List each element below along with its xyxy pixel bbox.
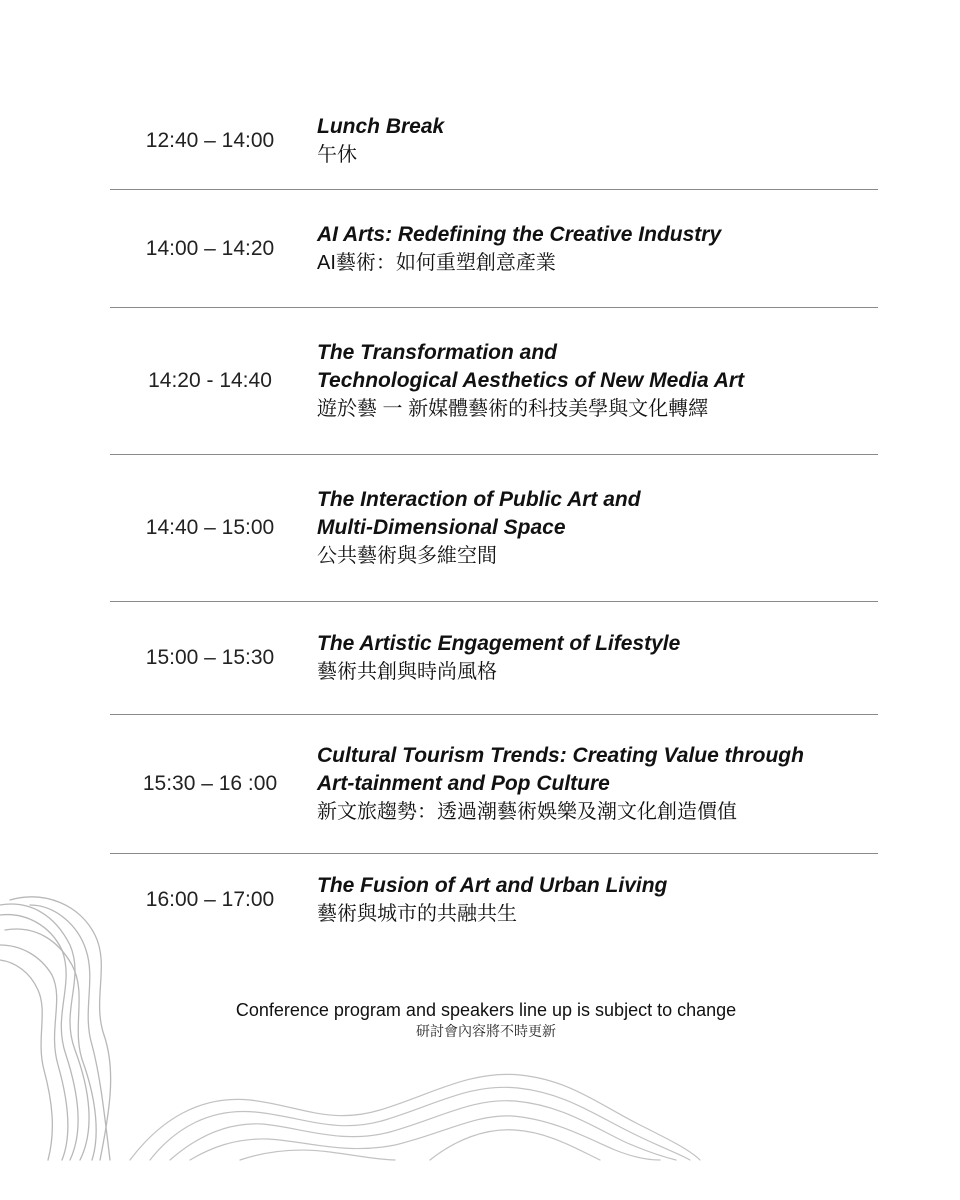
footer-note (0, 998, 960, 1040)
footer-note-zh: 研討會內容將不時更新 (416, 1023, 556, 1039)
session-info (310, 742, 804, 826)
session-title-zh: 遊於藝 一 新媒體藝術的科技美學與文化轉繹 (317, 398, 709, 420)
session-title-en-line-2: Technological Aesthetics of New Media Art (317, 369, 745, 392)
schedule-row (110, 854, 878, 946)
session-title-zh: 藝術與城市的共融共生 (317, 903, 517, 925)
schedule-row (110, 308, 878, 455)
session-title-en: The Artistic Engagement of Lifestyle (317, 632, 681, 655)
session-time: 14:40 – 15:00 (145, 516, 275, 539)
schedule-table (110, 92, 878, 946)
session-title-en-line-2: Art-tainment and Pop Culture (317, 772, 610, 795)
schedule-row (110, 715, 878, 854)
session-title-en: The Fusion of Art and Urban Living (317, 874, 668, 897)
schedule-row (110, 455, 878, 602)
session-time: 12:40 – 14:00 (145, 128, 275, 152)
session-title-en-line-1: The Transformation and (317, 341, 557, 364)
session-title-en-line-2: Multi-Dimensional Space (317, 516, 566, 539)
session-time: 16:00 – 17:00 (145, 888, 275, 911)
session-title-en: AI Arts: Redefining the Creative Industry (317, 222, 722, 246)
session-title-zh: 公共藝術與多維空間 (317, 545, 497, 567)
session-time: 14:20 - 14:40 (148, 369, 272, 392)
session-info (310, 221, 721, 277)
session-info (310, 113, 444, 169)
schedule-row (110, 92, 878, 190)
schedule-row (110, 190, 878, 308)
session-info (310, 339, 744, 423)
session-time: 15:00 – 15:30 (145, 646, 275, 669)
session-time: 14:00 – 14:20 (145, 236, 275, 260)
schedule-row (110, 602, 878, 715)
session-title-en-line-1: Cultural Tourism Trends: Creating Value through (317, 744, 804, 767)
session-time: 15:30 – 16 :00 (142, 772, 278, 795)
session-info (310, 872, 667, 928)
session-title-zh: AI藝術：如何重塑創意產業 (317, 251, 556, 274)
session-title-en: Lunch Break (317, 114, 445, 138)
session-info (310, 630, 680, 686)
session-title-en-line-1: The Interaction of Public Art and (317, 488, 641, 511)
session-info (310, 486, 641, 570)
session-title-zh: 新文旅趨勢：透過潮藝術娛樂及潮文化創造價值 (317, 801, 737, 823)
session-title-zh: 藝術共創與時尚風格 (317, 661, 497, 683)
session-title-zh: 午休 (317, 143, 357, 166)
footer-note-en: Conference program and speakers line up is subject to change (235, 1000, 737, 1020)
